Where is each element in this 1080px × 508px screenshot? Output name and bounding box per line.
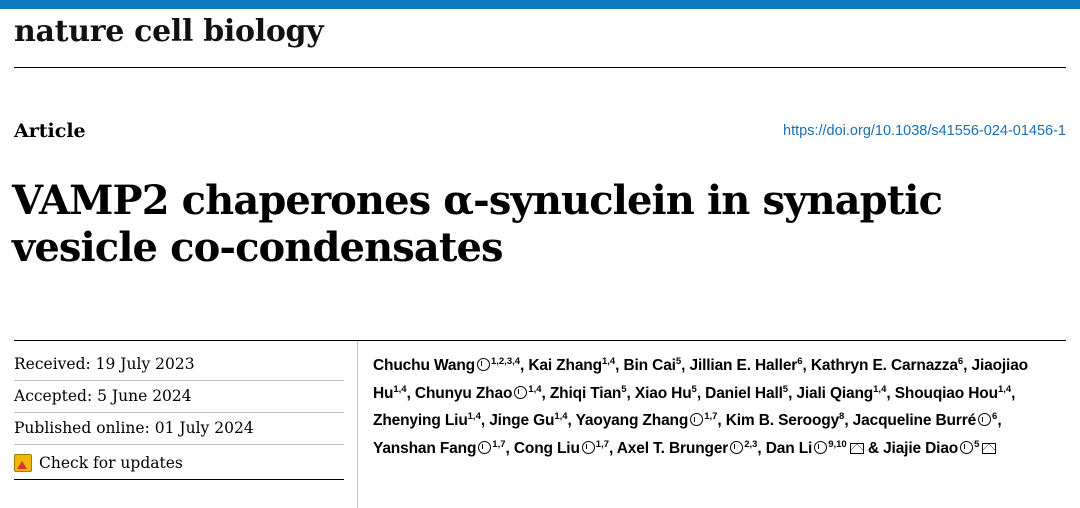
author-item[interactable]: Yaoyang Zhang [575, 412, 689, 430]
affiliation-marker: 1,7 [492, 438, 506, 450]
accepted-date: Accepted: 5 June 2024 [14, 381, 344, 413]
received-date: Received: 19 July 2023 [14, 349, 344, 381]
author-list: Chuchu Wang $^{1,2,3,4}$, Kai Zhang$^{1,4}$, Bin Cai$^5$, Jillian E. Haller$^6$, Kathryn E. Carnazza$^6$, Jiaojiao Hu$^{1,4}$, Chunyu Zhao $^{1,4}$, Zhiqi Tian$^5$, Xiao Hu$^5$, Daniel Hall$^5$, Jiali Qiang$^{1,4}$, Shouqiao Hou$^{1,4}$, Zhenying Liu$^{1,4}$, Jinge Gu$^{1,4}$, Yaoyang Zhang $^{1,7}$, Kim B. Seroogy$^8$, Jacqueline Burré $^6$, Yanshan Fang $^{1,7}$, Cong Liu $^{1,7}$, Axel T. Brunger $^{2,3}$, Dan Li $^{9,10}$ & Jiajie Diao $^5$ [373, 356, 1029, 458]
orcid-icon[interactable] [978, 413, 991, 426]
column-divider [357, 341, 358, 508]
header-divider [14, 67, 1066, 68]
author-item[interactable]: Jiajie Diao [883, 440, 959, 458]
orcid-icon[interactable] [477, 358, 490, 371]
author-item[interactable]: Dan Li [765, 440, 813, 458]
author-item[interactable]: Zhenying Liu [373, 412, 468, 430]
author-item[interactable]: Kim B. Seroogy [725, 412, 840, 430]
author-item[interactable]: Jiaojiao Hu [373, 357, 1029, 402]
article-meta-row [14, 120, 1066, 140]
published-date: Published online: 01 July 2024 [14, 413, 344, 445]
article-type-label: Article [14, 120, 86, 142]
affiliation-marker: 5 [675, 356, 682, 367]
affiliation-marker: 1,4 [393, 383, 407, 395]
author-item[interactable]: Kai Zhang [528, 357, 602, 375]
affiliation-marker: 2,3 [744, 438, 758, 450]
check-for-updates-button[interactable] [14, 445, 344, 480]
affiliation-marker: 1,4 [528, 383, 542, 395]
author-item[interactable]: Jacqueline Burré [852, 412, 977, 430]
affiliation-marker: 1,4 [997, 383, 1012, 395]
author-item[interactable]: Jillian E. Haller [689, 357, 798, 375]
author-item[interactable]: Yanshan Fang [373, 440, 477, 458]
brand-top-bar [0, 0, 1080, 9]
crossmark-icon [14, 454, 32, 472]
orcid-icon[interactable] [514, 386, 527, 399]
affiliation-marker: 1,4 [601, 356, 616, 367]
affiliation-marker: 5 [974, 438, 980, 450]
main-divider [14, 340, 1066, 341]
author-item[interactable]: Shouqiao Hou [894, 384, 998, 402]
author-item[interactable]: Kathryn E. Carnazza [810, 357, 958, 375]
affiliation-marker: 1,7 [704, 411, 718, 423]
doi-link[interactable]: https://doi.org/10.1038/s41556-024-01456-1 [783, 123, 1066, 139]
orcid-icon[interactable] [690, 413, 703, 426]
affiliation-marker: 5 [782, 383, 789, 395]
affiliation-marker: 6 [957, 356, 964, 367]
affiliation-marker: 1,4 [554, 411, 568, 423]
author-item[interactable]: Jiali Qiang [796, 384, 874, 402]
email-icon[interactable] [850, 443, 864, 454]
orcid-icon[interactable] [960, 441, 973, 454]
page-title: VAMP2 chaperones α-synuclein in synaptic vesicle co-condensates [12, 176, 943, 271]
author-item[interactable]: Axel T. Brunger [616, 440, 729, 458]
author-item[interactable]: Xiao Hu [634, 384, 692, 402]
email-icon[interactable] [982, 443, 996, 454]
author-item[interactable]: Daniel Hall [705, 384, 783, 402]
author-item[interactable]: Chuchu Wang [373, 357, 475, 375]
affiliation-marker: 1,4 [873, 383, 887, 395]
author-item[interactable]: Chunyu Zhao [414, 384, 513, 402]
author-item[interactable]: Jinge Gu [489, 412, 555, 430]
dates-column [14, 349, 344, 480]
check-for-updates-label: Check for updates [39, 454, 183, 472]
author-item[interactable]: Cong Liu [513, 440, 580, 458]
affiliation-marker: 1,2,3,4 [490, 356, 521, 367]
orcid-icon[interactable] [478, 441, 491, 454]
affiliation-marker: 5 [691, 383, 697, 395]
affiliation-marker: 1,4 [467, 411, 481, 423]
journal-title: nature cell biology [14, 14, 324, 49]
affiliation-marker: 1,7 [595, 438, 609, 450]
affiliation-marker: 8 [839, 411, 845, 423]
affiliation-marker: 9,10 [828, 438, 847, 450]
orcid-icon[interactable] [582, 441, 595, 454]
affiliation-marker: 6 [797, 356, 803, 367]
author-item[interactable]: Zhiqi Tian [549, 384, 622, 402]
orcid-icon[interactable] [814, 441, 827, 454]
orcid-icon[interactable] [730, 441, 743, 454]
affiliation-marker: 6 [992, 411, 998, 423]
affiliation-marker: 5 [621, 383, 627, 395]
author-item[interactable]: Bin Cai [623, 357, 676, 375]
